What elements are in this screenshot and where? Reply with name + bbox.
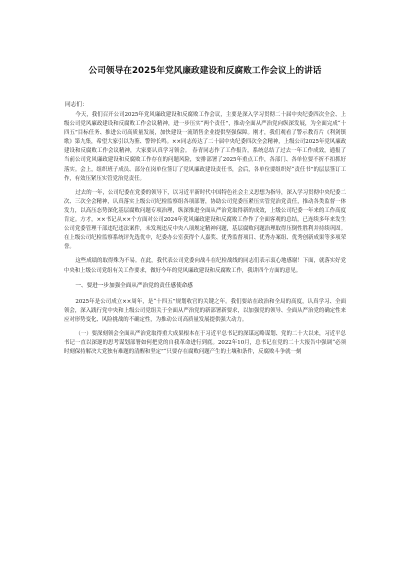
paragraph-review: 过去的一年，公司纪委在党委的领导下，以习近平新时代中国特色社会主义思想为指导，深入学习贯彻中央纪委二次、三次全会精神，认真落实上级公司纪检监察组各项部署，协助公司党委压紧压实管党治党责任，推动各类监督一体发力，以高压态势深化基层腐败问题专项治理，纵深推进全面从严治党取得新的成效，上级公司纪委一年来的工作高度肯定。方才，××书记从××个方面对公司2024年党风廉政建设和反腐败工作作了全面客观的总结，已连续多年来发生公司党委管理干部违纪违法案件，未发现违反中央八项规定精神问题，基层腐败问题治理取得压倒性胜利并持续巩固。在上级公司纪检监察系统评先选优中，纪委办公室获得个人嘉奖、优秀监督项目、优秀办案组、优秀创新成果等多项荣誉。 bbox=[64, 189, 346, 251]
salutation: 同志们： bbox=[65, 102, 88, 108]
paragraph-subsection-1: （一）要深刻领会全面从严治党取得重大成果根本在于习近平总书记的深谋远略谋划、党的二十大以来，习近平总书记一直以深邃的思考谋划部署如何把党的自我革命进行到底。2022年10月，总书记在党的二十大报告中强调“必须时刻保持解决大党独有难题的清醒和坚定”“只要存在腐败问题产生的土壤和条件，反腐败斗争就一刻 bbox=[64, 330, 346, 356]
paragraph-thanks: 这些成绩的取得殊为不易。在此，我代表公司党委向战斗在纪检战线的同志们表示衷心地感谢！下面，就落实好党中央和上级公司党组有关工作要求，做好今年的党风廉政建设和反腐败工作，我讲四个方面的意见。 bbox=[64, 258, 346, 274]
section-heading-1: 一、要进一步加强全面从严治党的责任感使命感 bbox=[75, 282, 193, 289]
paragraph-intro: 今天，我们召开公司2025年党风廉政建设和反腐败工作会议，主要是深入学习贯彻二十届中央纪委四次全会、上级公司党风廉政建设和反腐败工作会议精神，进一步压实“两个责任”，推动全面从严治党向纵深发展，为全面完成“十四五”目标任务、推进公司高质量发展，加快建设一流销售企业提供坚强保障。刚才，我们观看了警示教育片《利剑镇歌》第九集，希望大家引以为鉴、警钟长鸣。××同志传达了二十届中央纪委四次全会精神，上级公司2025年党风廉政建设和反腐败工作会议精神，大家要认真学习领会。 春青同志作了工作报告，系统总结了过去一年工作成效，通报了当前公司党风廉政建设和反腐败工作存在的问题风险，安排部署了2025年重点工作，各部门、各单位要不折不扣抓好落实。会上，组织班子成员、部分在岗单位签订了党风廉政建设责任书，会后，各单位要组织好“责任书”的层层签订工作，有效压紧压实管党治党责任。 bbox=[64, 112, 346, 182]
document-title: 公司领导在2025年党风廉政建设和反腐败工作会议上的讲话 bbox=[88, 66, 322, 76]
document-body bbox=[64, 111, 346, 362]
paragraph-2025: 2025年是公司成立××周年，是“十四五”规划收官的关键之年。我们要站在政治和全局的高度，认真学习、全面领会，深入践行党中央和上级公司党组关于全面从严治党的新部署新要求，以加强党的领导、全面从严治党的确定性来应对形势变化、风险挑战的不确定性，为推动公司高质量发展提供强大动力。 bbox=[64, 298, 346, 323]
